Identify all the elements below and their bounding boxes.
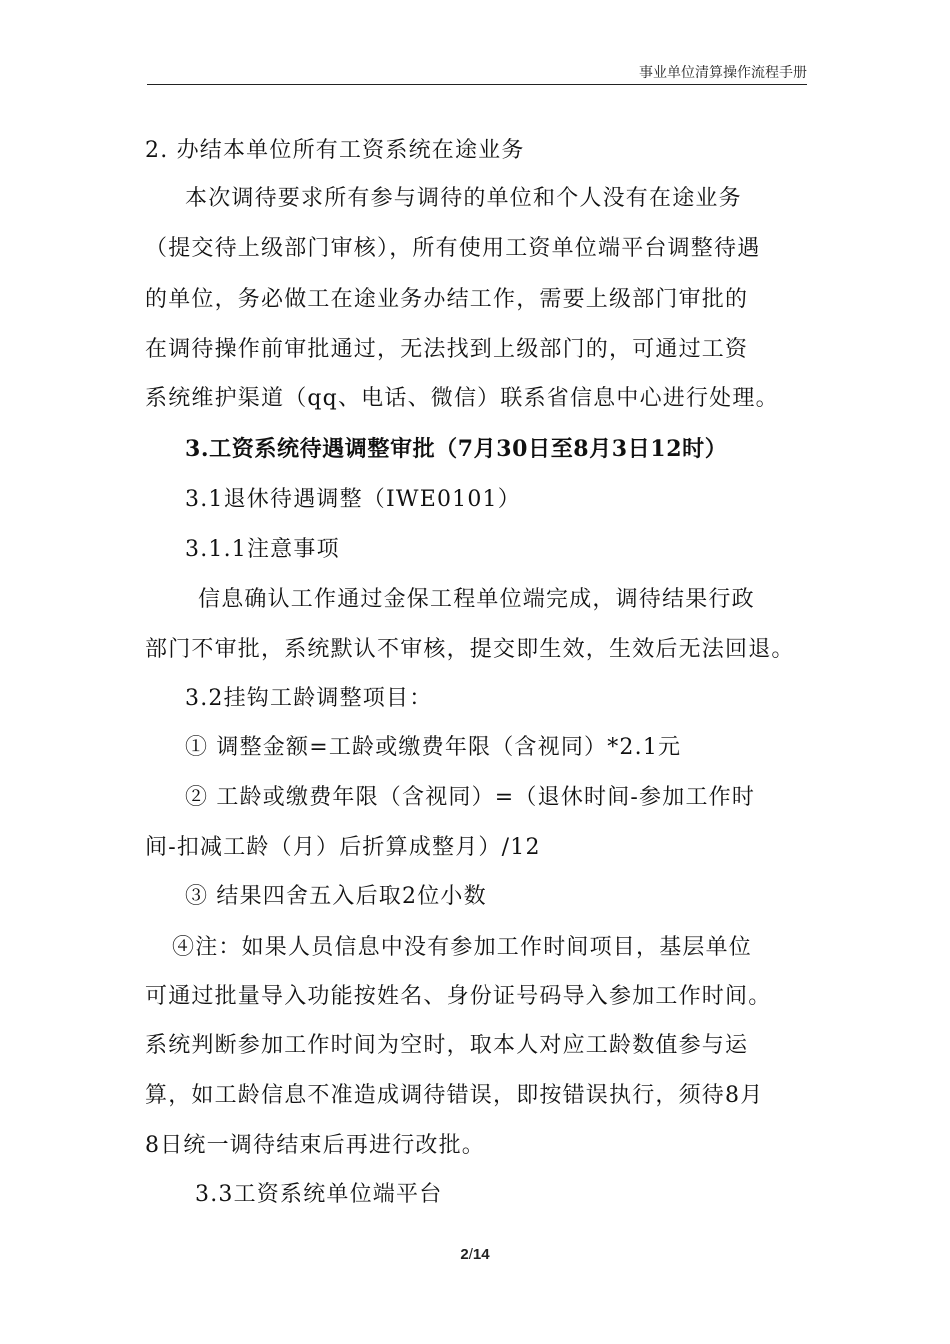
- paragraph-line: 本次调待要求所有参与调待的单位和个人没有在途业务: [185, 186, 742, 211]
- total-pages: 14: [472, 1246, 490, 1263]
- paragraph-line: 系统维护渠道（qq、电话、微信）联系省信息中心进行处理。: [145, 386, 779, 411]
- list-item-4: ④注：如果人员信息中没有参加工作时间项目，基层单位: [172, 935, 753, 960]
- subsection-heading-3-1: 3.1退休待遇调整（IWE0101）: [185, 487, 521, 512]
- running-header: 事业单位清算操作流程手册: [147, 64, 807, 85]
- subsection-heading-3-1-1: 3.1.1注意事项: [185, 537, 340, 562]
- list-item-3: ③ 结果四舍五入后取2位小数: [185, 884, 487, 909]
- paragraph-line: 可通过批量导入功能按姓名、身份证号码导入参加工作时间。: [145, 984, 772, 1009]
- page-number: [0, 1246, 950, 1263]
- section-heading-2: 2. 办结本单位所有工资系统在途业务: [145, 138, 525, 163]
- paragraph-line: 算，如工龄信息不准造成调待错误，即按错误执行，须待8月: [145, 1083, 764, 1108]
- paragraph-line: 信息确认工作通过金保工程单位端完成，调待结果行政: [198, 587, 755, 612]
- section-heading-3: 3.工资系统待遇调整审批（7月30日至8月3日12时）: [185, 436, 728, 462]
- paragraph-line: 在调待操作前审批通过，无法找到上级部门的，可通过工资: [145, 337, 749, 362]
- list-item-2-cont: 间-扣减工龄（月）后折算成整月）/12: [145, 835, 541, 860]
- paragraph-line: （提交待上级部门审核），所有使用工资单位端平台调整待遇: [145, 236, 761, 261]
- subsection-heading-3-3: 3.3工资系统单位端平台: [195, 1182, 443, 1207]
- paragraph-line: 8日统一调待结束后再进行改批。: [145, 1133, 485, 1158]
- current-page: 2: [460, 1246, 469, 1263]
- subsection-heading-3-2: 3.2挂钩工龄调整项目：: [185, 686, 433, 711]
- list-item-2: ② 工龄或缴费年限（含视同）=（退休时间-参加工作时: [185, 785, 756, 810]
- paragraph-line: 的单位，务必做工在途业务办结工作，需要上级部门审批的: [145, 287, 749, 312]
- list-item-1: ① 调整金额=工龄或缴费年限（含视同）*2.1元: [185, 735, 682, 760]
- paragraph-line: 系统判断参加工作时间为空时，取本人对应工龄数值参与运: [145, 1033, 749, 1058]
- paragraph-line: 部门不审批，系统默认不审核，提交即生效，生效后无法回退。: [145, 637, 795, 662]
- page-separator: /: [468, 1246, 473, 1263]
